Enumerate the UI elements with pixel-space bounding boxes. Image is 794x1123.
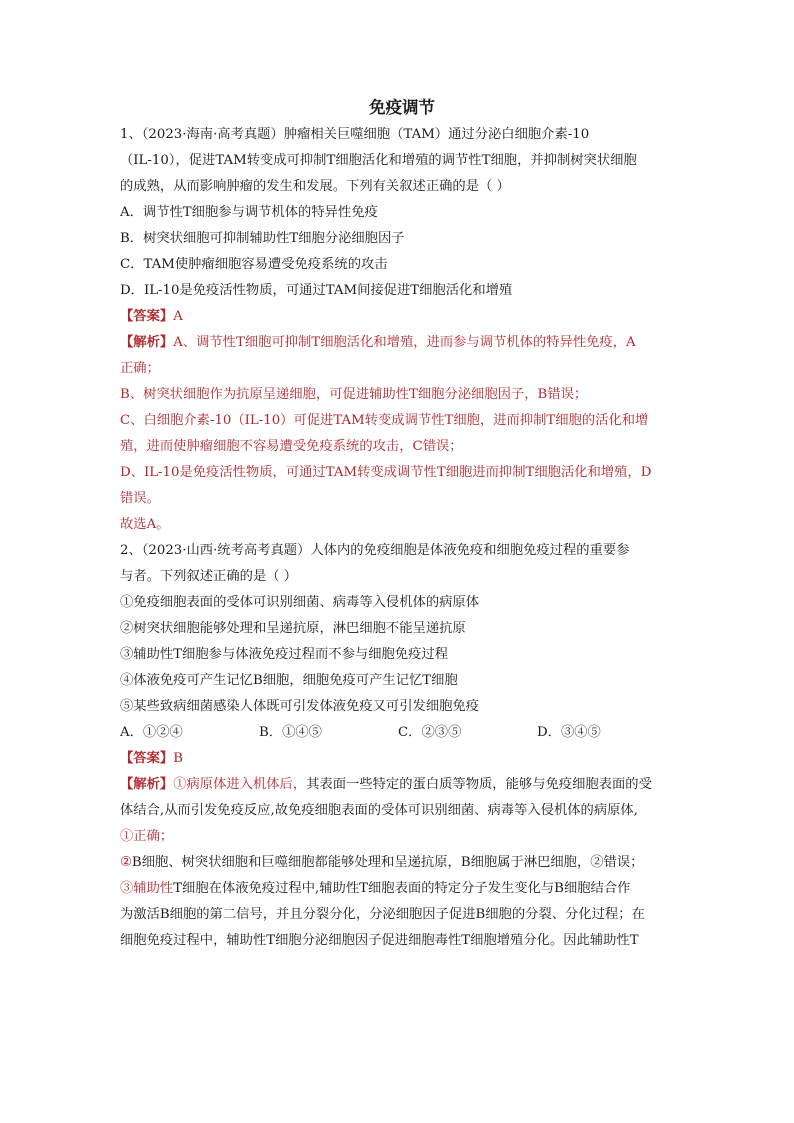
question-1-analysis bbox=[120, 330, 676, 356]
analysis-tag: 【解析】 bbox=[120, 335, 174, 350]
question-2-statement: ③辅助性T细胞参与体液免疫过程而不参与细胞免疫过程 bbox=[120, 647, 448, 662]
answer-tag: 【答案】 bbox=[120, 751, 174, 766]
document-content bbox=[120, 94, 676, 954]
analysis-line: 殖，进而使肿瘤细胞不容易遭受免疫系统的攻击，C错误； bbox=[120, 439, 463, 454]
analysis-line: ①正确； bbox=[120, 829, 174, 844]
question-2-stem-line: 与者。下列叙述正确的是（ ） bbox=[120, 569, 298, 584]
analysis-line: 细胞免疫过程中，辅助性T细胞分泌细胞因子促进细胞毒性T细胞增殖分化。因此辅助性T bbox=[120, 933, 639, 948]
question-2-statement: ④体液免疫可产生记忆B细胞，细胞免疫可产生记忆T细胞 bbox=[120, 673, 458, 688]
question-2-option-a: A．①②④ bbox=[120, 725, 183, 740]
page-title: 免疫调节 bbox=[369, 98, 435, 117]
analysis-highlight: ③辅助性 bbox=[120, 881, 174, 896]
analysis-line: A、调节性T细胞可抑制T细胞活化和增殖，进而参与调节机体的特异性免疫，A bbox=[173, 335, 636, 350]
answer-value: A bbox=[173, 309, 183, 324]
analysis-line: 错误。 bbox=[120, 491, 160, 506]
answer-value: B bbox=[173, 751, 183, 766]
analysis-tag: 【解析】 bbox=[120, 777, 174, 792]
question-1-option-a: A．调节性T细胞参与调节机体的特异性免疫 bbox=[120, 205, 378, 220]
question-2-statement: ①免疫细胞表面的受体可识别细菌、病毒等入侵机体的病原体 bbox=[120, 595, 480, 610]
question-2-option-b: B．①④⑤ bbox=[259, 725, 322, 740]
analysis-line: 为激活B细胞的第二信号，并且分裂分化，分泌细胞因子促进B细胞的分裂、分化过程；在 bbox=[120, 907, 645, 922]
answer-tag: 【答案】 bbox=[120, 309, 174, 324]
analysis-text: T细胞在体液免疫过程中,辅助性T细胞表面的特定分子发生变化与B细胞结合作 bbox=[173, 881, 631, 896]
question-2-statement: ②树突状细胞能够处理和呈递抗原，淋巴细胞不能呈递抗原 bbox=[120, 621, 466, 636]
question-1-answer bbox=[120, 304, 676, 330]
question-2-statement: ⑤某些致病细菌感染人体既可引发体液免疫又可引发细胞免疫 bbox=[120, 699, 480, 714]
analysis-text: B细胞、树突状细胞和巨噬细胞都能够处理和呈递抗原，B细胞属于淋巴细胞，②错误； bbox=[131, 855, 644, 870]
analysis-line: 体结合,从而引发免疫反应,故免疫细胞表面的受体可识别细菌、病毒等入侵机体的病原体, bbox=[120, 803, 638, 818]
analysis-line bbox=[120, 876, 676, 902]
question-1-stem-line: （IL-10），促进TAM转变成可抑制T细胞活化和增殖的调节性T细胞，并抑制树突状细胞 bbox=[120, 153, 637, 168]
question-1 bbox=[120, 122, 676, 538]
question-2-answer bbox=[120, 746, 676, 772]
analysis-line: 正确； bbox=[120, 361, 160, 376]
analysis-highlight: ② bbox=[120, 855, 132, 870]
analysis-highlight: ①病原体进入机体后， bbox=[173, 777, 307, 792]
question-2-option-c: C．②③⑤ bbox=[398, 725, 462, 740]
analysis-line: D、IL-10是免疫活性物质，可通过TAM转变成调节性T细胞进而抑制T细胞活化和增殖，D bbox=[120, 465, 652, 480]
analysis-conclusion: 故选A。 bbox=[120, 517, 170, 532]
question-1-option-d: D．IL-10是免疫活性物质，可通过TAM间接促进T细胞活化和增殖 bbox=[120, 283, 513, 298]
analysis-line: B、树突状细胞作为抗原呈递细胞，可促进辅助性T细胞分泌细胞因子，B错误； bbox=[120, 387, 588, 402]
question-2-analysis bbox=[120, 772, 676, 798]
question-2-option-d: D．③④⑤ bbox=[537, 725, 601, 740]
analysis-text: 其表面一些特定的蛋白质等物质，能够与免疫细胞表面的受 bbox=[306, 777, 652, 792]
question-1-option-c: C．TAM使肿瘤细胞容易遭受免疫系统的攻击 bbox=[120, 257, 388, 272]
question-2-stem-line: 2、（2023·山西·统考高考真题）人体内的免疫细胞是体液免疫和细胞免疫过程的重要参 bbox=[120, 543, 630, 558]
question-1-stem-line: 的成熟，从而影响肿瘤的发生和发展。下列有关叙述正确的是（ ） bbox=[120, 179, 510, 194]
question-2-options bbox=[120, 720, 676, 746]
question-1-option-b: B．树突状细胞可抑制辅助性T细胞分泌细胞因子 bbox=[120, 231, 405, 246]
analysis-line: C、白细胞介素-10（IL-10）可促进TAM转变成调节性T细胞，进而抑制T细胞的活化和增 bbox=[120, 413, 649, 428]
analysis-line bbox=[120, 850, 676, 876]
question-2 bbox=[120, 538, 676, 954]
question-1-stem-line: 1、（2023·海南·高考真题）肿瘤相关巨噬细胞（TAM）通过分泌白细胞介素-10 bbox=[120, 127, 590, 142]
